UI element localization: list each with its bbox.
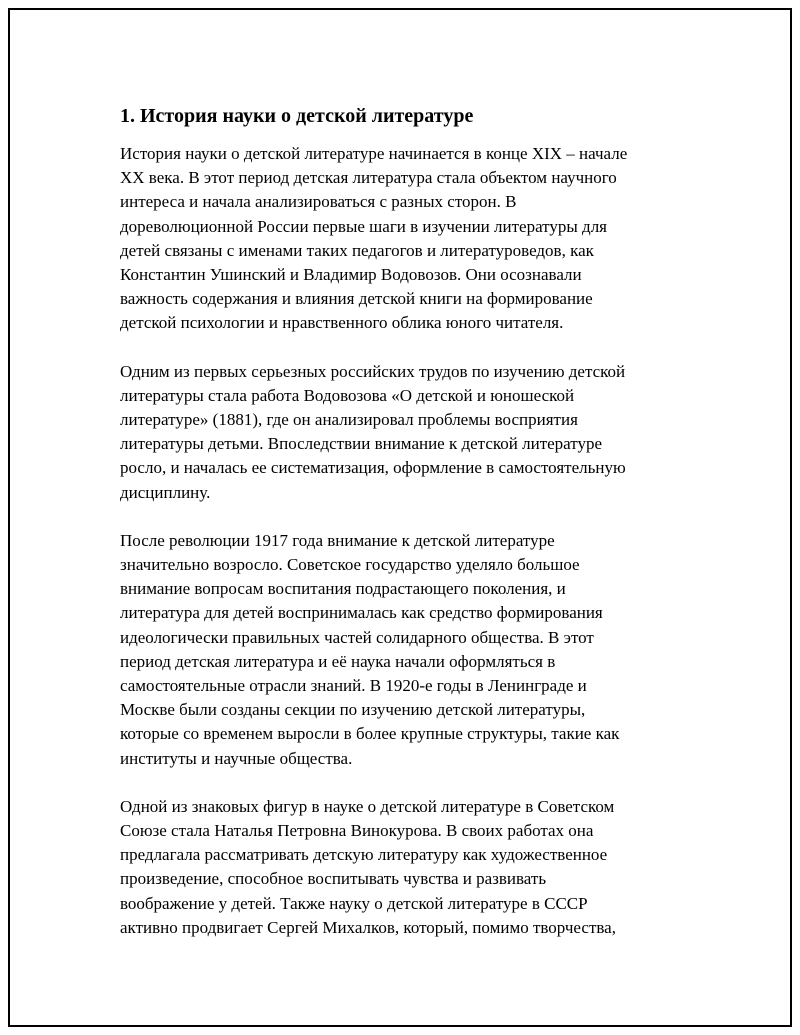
paragraph (120, 142, 680, 336)
text-line: внимание вопросам воспитания подрастающего поколения, и (120, 579, 566, 599)
text-line: Москве были созданы секции по изучению детской литературы, (120, 700, 586, 720)
text-line: литература для детей воспринималась как средство формирования (120, 603, 603, 623)
text-line: предлагала рассматривать детскую литературу как художественное (120, 845, 608, 865)
section-heading: 1. История науки о детской литературе (120, 105, 474, 127)
text-line: интереса и начала анализироваться с разных сторон. В (120, 192, 517, 212)
text-line: детей связаны с именами таких педагогов и литературоведов, как (120, 240, 594, 260)
text-line: детской психологии и нравственного облика юного читателя. (120, 313, 564, 333)
document-body (120, 100, 680, 964)
text-line: XX века. В этот период детская литература стала объектом научного (120, 168, 617, 188)
text-line: институты и научные общества. (120, 748, 353, 768)
page-frame (8, 8, 792, 1027)
text-line: История науки о детской литературе начинается в конце XIX – начале (120, 144, 628, 163)
text-line: воображение у детей. Также науку о детской литературе в СССР (120, 893, 588, 913)
text-line: самостоятельные отрасли знаний. В 1920-е годы в Ленинграде и (120, 676, 587, 696)
paragraph (120, 360, 680, 505)
text-line: После революции 1917 года внимание к детской литературе (120, 530, 555, 550)
text-line: Союзе стала Наталья Петровна Винокурова. В своих работах она (120, 821, 594, 841)
text-line: дореволюционной России первые шаги в изучении литературы для (120, 216, 607, 236)
text-line: литературе» (1881), где он анализировал проблемы восприятия (120, 410, 578, 430)
text-line: активно продвигает Сергей Михалков, который, помимо творчества, (120, 917, 616, 937)
text-line: литературы стала работа Водовозова «О детской и юношеской (120, 385, 575, 405)
text-line: росло, и началась ее систематизация, оформление в самостоятельную (120, 458, 626, 478)
text-line: значительно возросло. Советское государство уделяло большое (120, 555, 580, 575)
text-line: литературы детьми. Впоследствии внимание к детской литературе (120, 434, 603, 454)
text-line: Одним из первых серьезных российских трудов по изучению детской (120, 361, 626, 381)
text-line: период детская литература и её наука начали оформляться в (120, 651, 556, 671)
text-line: важность содержания и влияния детской книги на формирование (120, 289, 593, 309)
text-line: которые со временем выросли в более крупные структуры, такие как (120, 724, 620, 744)
paragraph (120, 795, 680, 940)
paragraph (120, 529, 680, 771)
text-line: идеологически правильных частей солидарного общества. В этот (120, 627, 594, 647)
paragraphs-container (120, 142, 680, 940)
text-line: Константин Ушинский и Владимир Водовозов. Они осознавали (120, 265, 582, 285)
text-line: дисциплину. (120, 482, 211, 502)
text-line: Одной из знаковых фигур в науке о детской литературе в Советском (120, 796, 615, 816)
text-line: произведение, способное воспитывать чувства и развивать (120, 869, 547, 889)
